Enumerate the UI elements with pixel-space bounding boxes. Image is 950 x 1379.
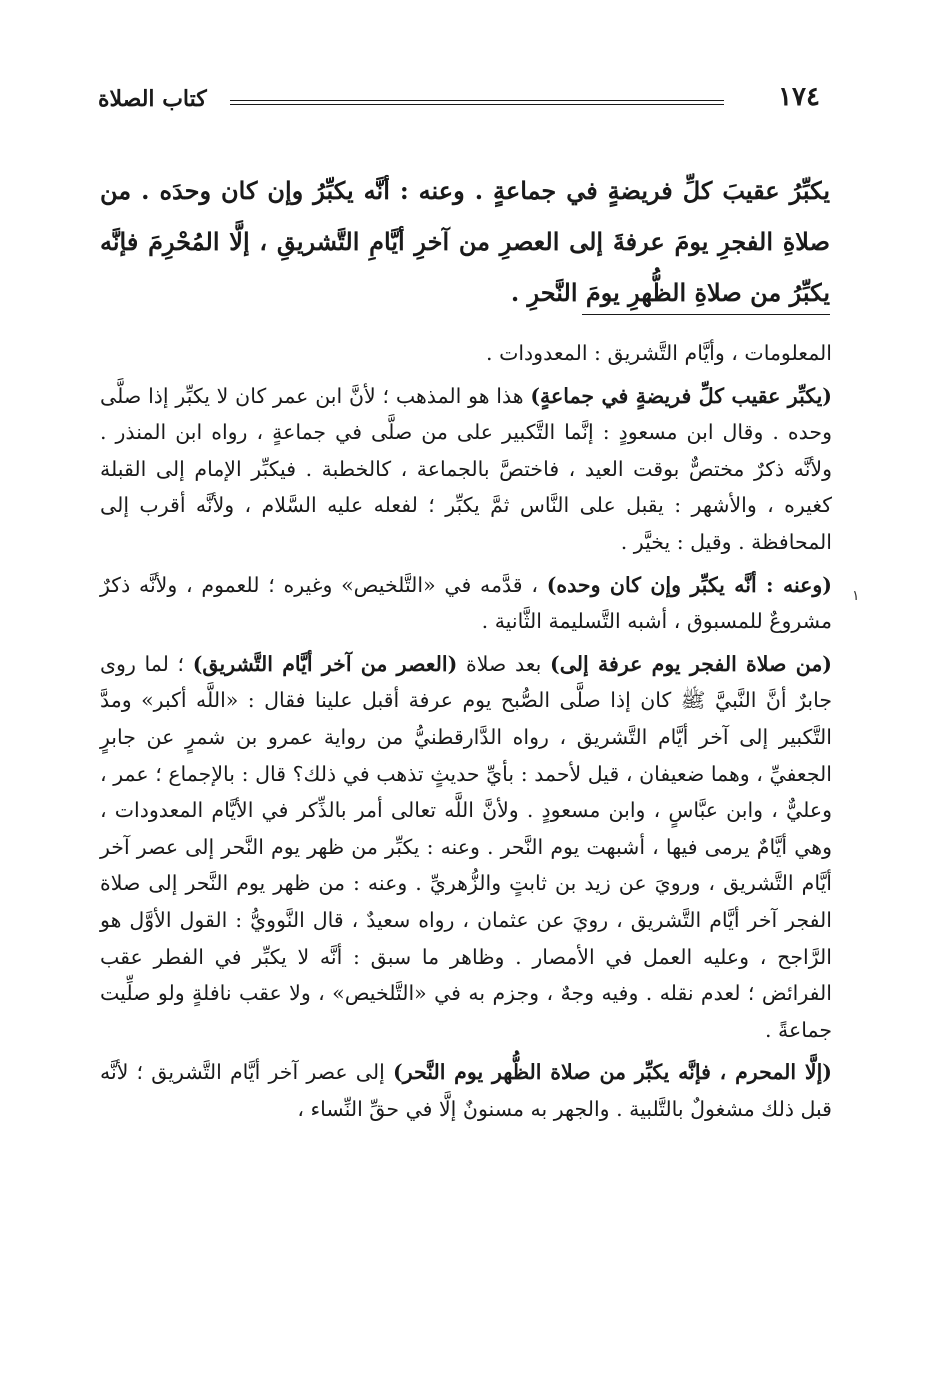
commentary bbox=[100, 335, 832, 1127]
commentary-lemma: (إلَّا المحرم ، فإنَّه يكبِّر من صلاة الظُّهر يوم النَّحر) bbox=[393, 1060, 832, 1085]
running-title: كتاب الصلاة bbox=[98, 86, 207, 112]
commentary-lemma: (وعنه : أنَّه يكبِّر وإن كان وحده) bbox=[546, 572, 833, 597]
page-number: ١٧٤ bbox=[778, 82, 820, 112]
commentary-lemma: (من صلاة الفجر يوم عرفة إلى) bbox=[550, 651, 832, 676]
commentary-lemma: (العصر من آخر أيَّام التَّشريق) bbox=[192, 651, 458, 676]
commentary-paragraph bbox=[100, 1054, 832, 1127]
margin-mark: ١ bbox=[852, 588, 860, 604]
commentary-text: ؛ لما روى جابرٌ أنَّ النَّبيَّ ﷺ كان إذا صلَّى الصُّبح يوم عرفة أقبل علينا فقال : «اللَّه أكبر» ومدَّ التَّكبير إلى آخر أيَّام التَّشريق ، رواه الدَّارقطنيُّ من رواية عمرو بن شمرٍ عن جابرٍ الجعفيِّ ، وهما ضعيفان ، قيل لأحمد : بأيِّ حديثٍ تذهب في ذلك؟ قال : بالإجماع ؛ عمر ، وعليٌّ ، وابن عبَّاسٍ ، وابن مسعودٍ . ولأنَّ اللَّه تعالى أمر بالذِّكر في الأيَّام المعدودات ، وهي أيَّامٌ يرمى فيها ، أشبهت يوم النَّحر . وعنه : يكبِّر من ظهر يوم النَّحر إلى عصر آخر أيَّام التَّشريق ، ورويَ عن زيد بن ثابتٍ والزُّهريِّ . وعنه : من ظهر يوم النَّحر إلى صلاة الفجر آخر أيَّام التَّشريق ، رويَ عن عثمان ، رواه سعيدٌ ، قال النَّوويُّ : القول الأوَّل هو الرَّاجح ، وعليه العمل في الأمصار . وظاهر ما سبق : أنَّه لا يكبِّر في الفطر عقب الفرائض ؛ لعدم نقله . وفيه وجهٌ ، وجزم به في «التَّلخيص» ، ولا عقب نافلةٍ ولو صلِّيت جماعةً . bbox=[100, 651, 832, 1042]
commentary-divider bbox=[582, 314, 830, 315]
commentary-paragraph bbox=[100, 567, 832, 640]
commentary-line: المعلومات ، وأيَّام التَّشريق : المعدودات . bbox=[486, 341, 832, 365]
commentary-text: هذا هو المذهب ؛ لأنَّ ابن عمر كان لا يكبِّر إذا صلَّى وحده . وقال ابن مسعودٍ : إنَّما التَّكبير على من صلَّى في جماعةٍ ، رواه ابن المنذر . ولأنَّه ذكرٌ مختصٌّ بوقت العيد ، فاختصَّ بالجماعة ، كالخطبة . فيكبِّر الإمام إلى القبلة كغيره ، والأشهر : يقبل على النَّاس ثمَّ يكبِّر ؛ لفعله عليه السَّلام ، ولأنَّه أقرب إلى المحافظة . وقيل : يخيَّر . bbox=[100, 383, 832, 554]
main-text: يكبِّرُ عقيبَ كلِّ فريضةٍ في جماعةٍ . وعنه : أنَّه يكبِّرُ وإن كان وحدَه . من صلاةِ الفجرِ يومَ عرفةَ إلى العصرِ من آخرِ أيَّامِ التَّشريقِ ، إلَّا المُحْرِمَ فإنَّه يكبِّرُ من صلاةِ الظُّهرِ يومَ النَّحرِ . bbox=[100, 176, 830, 307]
commentary-text: ، قدَّمه في «التَّلخيص» وغيره ؛ للعموم ، ولأنَّه ذكرٌ مشروعٌ للمسبوق ، أشبه التَّسليمة الثَّانية . bbox=[100, 572, 832, 634]
commentary-lemma: (يكبِّر عقيب كلِّ فريضةٍ في جماعةٍ) bbox=[530, 383, 832, 408]
commentary-paragraph bbox=[100, 646, 832, 1049]
commentary-text: بعد صلاة bbox=[457, 651, 551, 676]
commentary-text: إلى عصر آخر أيَّام التَّشريق ؛ لأنَّه قبل ذلك مشغولٌ بالتَّلبية . والجهر به مسنونٌ إلَّا في حقِّ النِّساء ، bbox=[100, 1060, 832, 1121]
header-rule bbox=[230, 100, 724, 105]
commentary-paragraph bbox=[100, 378, 832, 561]
page-header bbox=[98, 80, 820, 120]
